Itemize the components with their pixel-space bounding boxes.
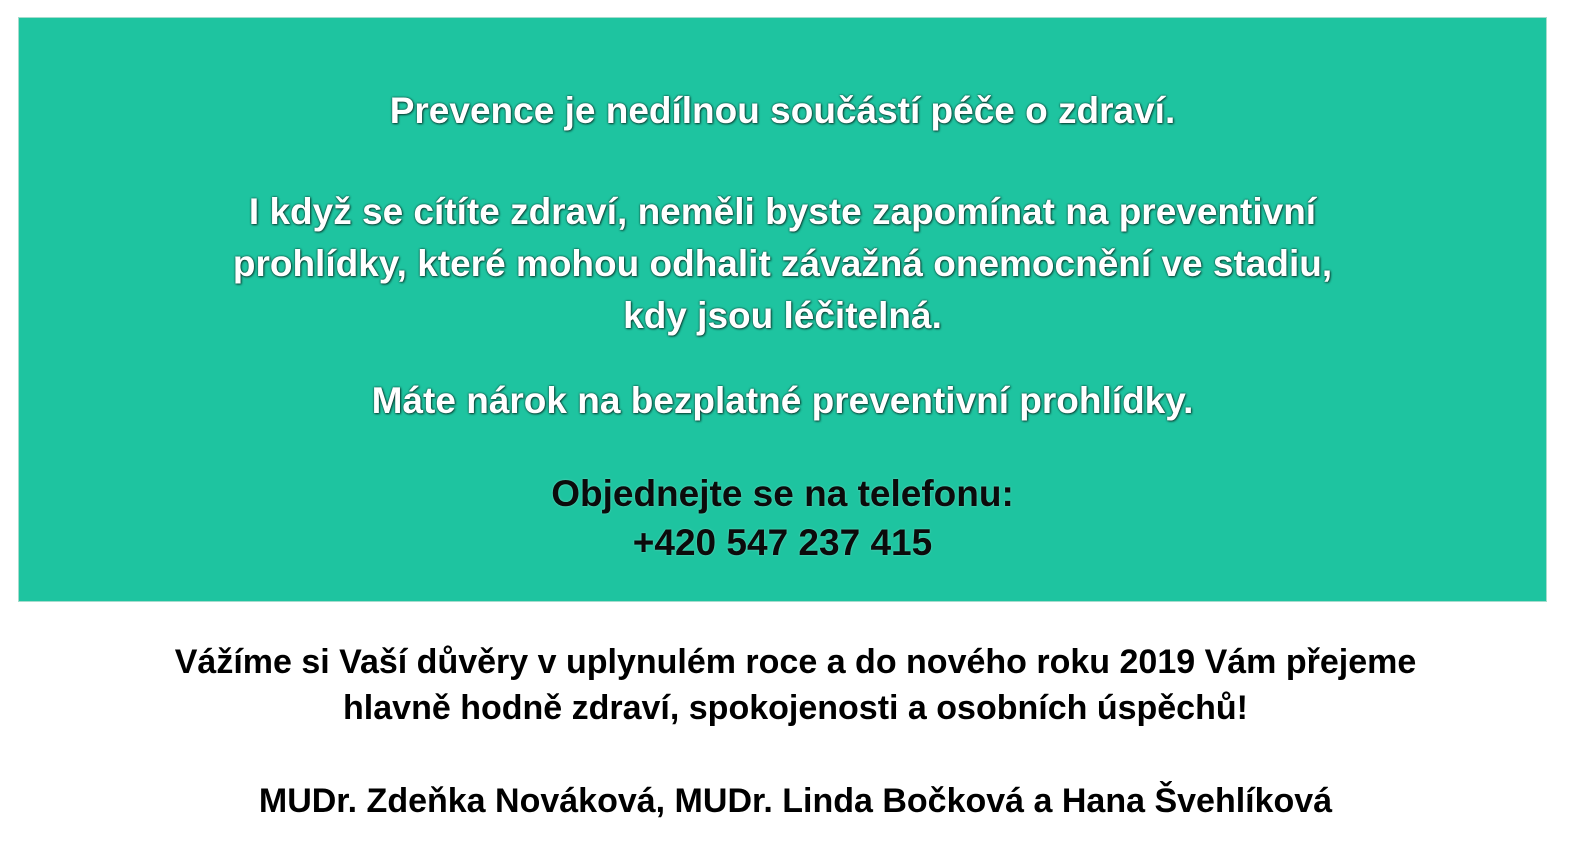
signature: MUDr. Zdeňka Nováková, MUDr. Linda Bočková a Hana Švehlíková bbox=[258, 782, 1333, 820]
greeting-line-2: hlavně hodně zdraví, spokojenosti a osobních úspěchů! bbox=[343, 689, 1248, 727]
banner-entitlement: Máte nárok na bezplatné preventivní prohlídky. bbox=[371, 380, 1194, 421]
banner-intro: Prevence je nedílnou součástí péče o zdraví. bbox=[389, 90, 1176, 131]
prevention-banner bbox=[18, 17, 1547, 602]
contact-label: Objednejte se na telefonu: bbox=[551, 473, 1014, 514]
phone-number[interactable]: +420 547 237 415 bbox=[632, 522, 933, 563]
greeting-line-1: Vážíme si Vaší důvěry v uplynulém roce a do nového roku 2019 Vám přejeme bbox=[174, 643, 1417, 681]
banner-paragraph-line-3: kdy jsou léčitelná. bbox=[623, 295, 942, 336]
banner-paragraph-line-1: I když se cítíte zdraví, neměli byste zapomínat na preventivní bbox=[248, 191, 1317, 232]
banner-paragraph-line-2: prohlídky, které mohou odhalit závažná onemocnění ve stadiu, bbox=[232, 243, 1333, 284]
